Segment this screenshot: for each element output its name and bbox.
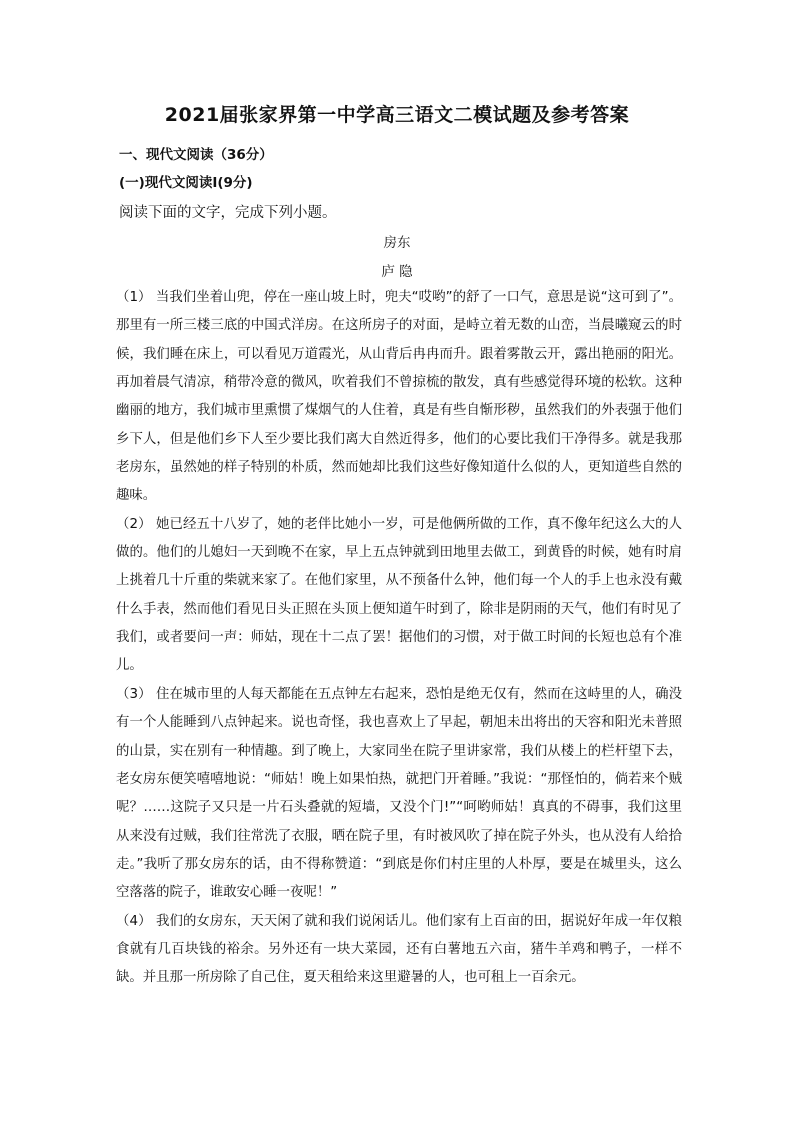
passage-title: 房东 xyxy=(383,235,411,251)
paragraph-4: （4） 我们的女房东，天天闲了就和我们说闲话儿。他们家有上百亩的田，据说好年成一年仅粮食就有几百块钱的裕余。另外还有一块大菜园，还有白薯地五六亩，猪牛羊鸡和鸭子，一样不缺。并且那一所房除了自己住，夏天租给来这里避暑的人，也可租上一百余元。 xyxy=(116,913,682,986)
section-heading: 一、现代文阅读（36分） xyxy=(119,147,273,163)
reading-instruction: 阅读下面的文字，完成下列小题。 xyxy=(119,205,337,221)
page-title: 2021届张家界第一中学高三语文二模试题及参考答案 xyxy=(164,104,630,126)
paragraph-2: （2） 她已经五十八岁了，她的老伴比她小一岁，可是他俩所做的工作，真不像年纪这么大的人做的。他们的儿媳妇一天到晚不在家，早上五点钟就到田地里去做工，到黄昏的时候，她有时肩上挑着几十斤重的柴就来家了。在他们家里，从不预备什么钟，他们每一个人的手上也永没有戴什么手表，然而他们看见日头正照在头顶上便知道午时到了，除非是阴雨的天气，他们有时见了我们，或者要问一声：师姑，现在十二点了罢！据他们的习惯，对于做工时间的长短也总有个准儿。 xyxy=(116,516,682,674)
subsection-heading: (一)现代文阅读I(9分) xyxy=(119,175,253,191)
passage-author: 庐 隐 xyxy=(381,264,413,280)
passage-body xyxy=(116,284,682,993)
paragraph-1: （1） 当我们坐着山兜，停在一座山坡上时，兜夫“哎哟”的舒了一口气，意思是说“这可到了”。那里有一所三楼三底的中国式洋房。在这所房子的对面，是峙立着无数的山峦，当晨曦窥云的时候，我们睡在床上，可以看见万道霞光，从山背后冉冉而升。跟着雾散云开，露出艳丽的阳光。再加着晨气清凉，稍带冷意的微风，吹着我们不曾掠梳的散发，真有些感觉得环境的松软。这种幽丽的地方，我们城市里熏惯了煤烟气的人住着，真是有些自惭形秽，虽然我们的外表强于他们乡下人，但是他们乡下人至少要比我们离大自然近得多，他们的心要比我们干净得多。就是我那老房东，虽然她的样子特别的朴质，然而她却比我们这些好像知道什么似的人，更知道些自然的趣味。 xyxy=(116,290,682,504)
paragraph-3: （3） 住在城市里的人每天都能在五点钟左右起来，恐怕是绝无仅有，然而在这峙里的人，确没有一个人能睡到八点钟起来。说也奇怪，我也喜欢上了早起，朝旭未出将出的天容和阳光未普照的山景，实在别有一种情趣。到了晚上，大家同坐在院子里讲家常，我们从楼上的栏杆望下去，老女房东便笑嘻嘻地说：“师姑！晚上如果怕热，就把门开着睡。”我说：“那怪怕的，倘若来个贼呢？……这院子又只是一片石头叠就的短墙，又没个门!”“呵哟师姑！真真的不碍事，我们这里从来没有过贼，我们往常洗了衣服，晒在院子里，有时被风吹了掉在院子外头，也从没有人给拾走。”我听了那女房东的话，由不得称赞道：“到底是你们村庄里的人朴厚，要是在城里头，这么空落落的院子，谁敢安心睡一夜呢！” xyxy=(116,686,682,901)
